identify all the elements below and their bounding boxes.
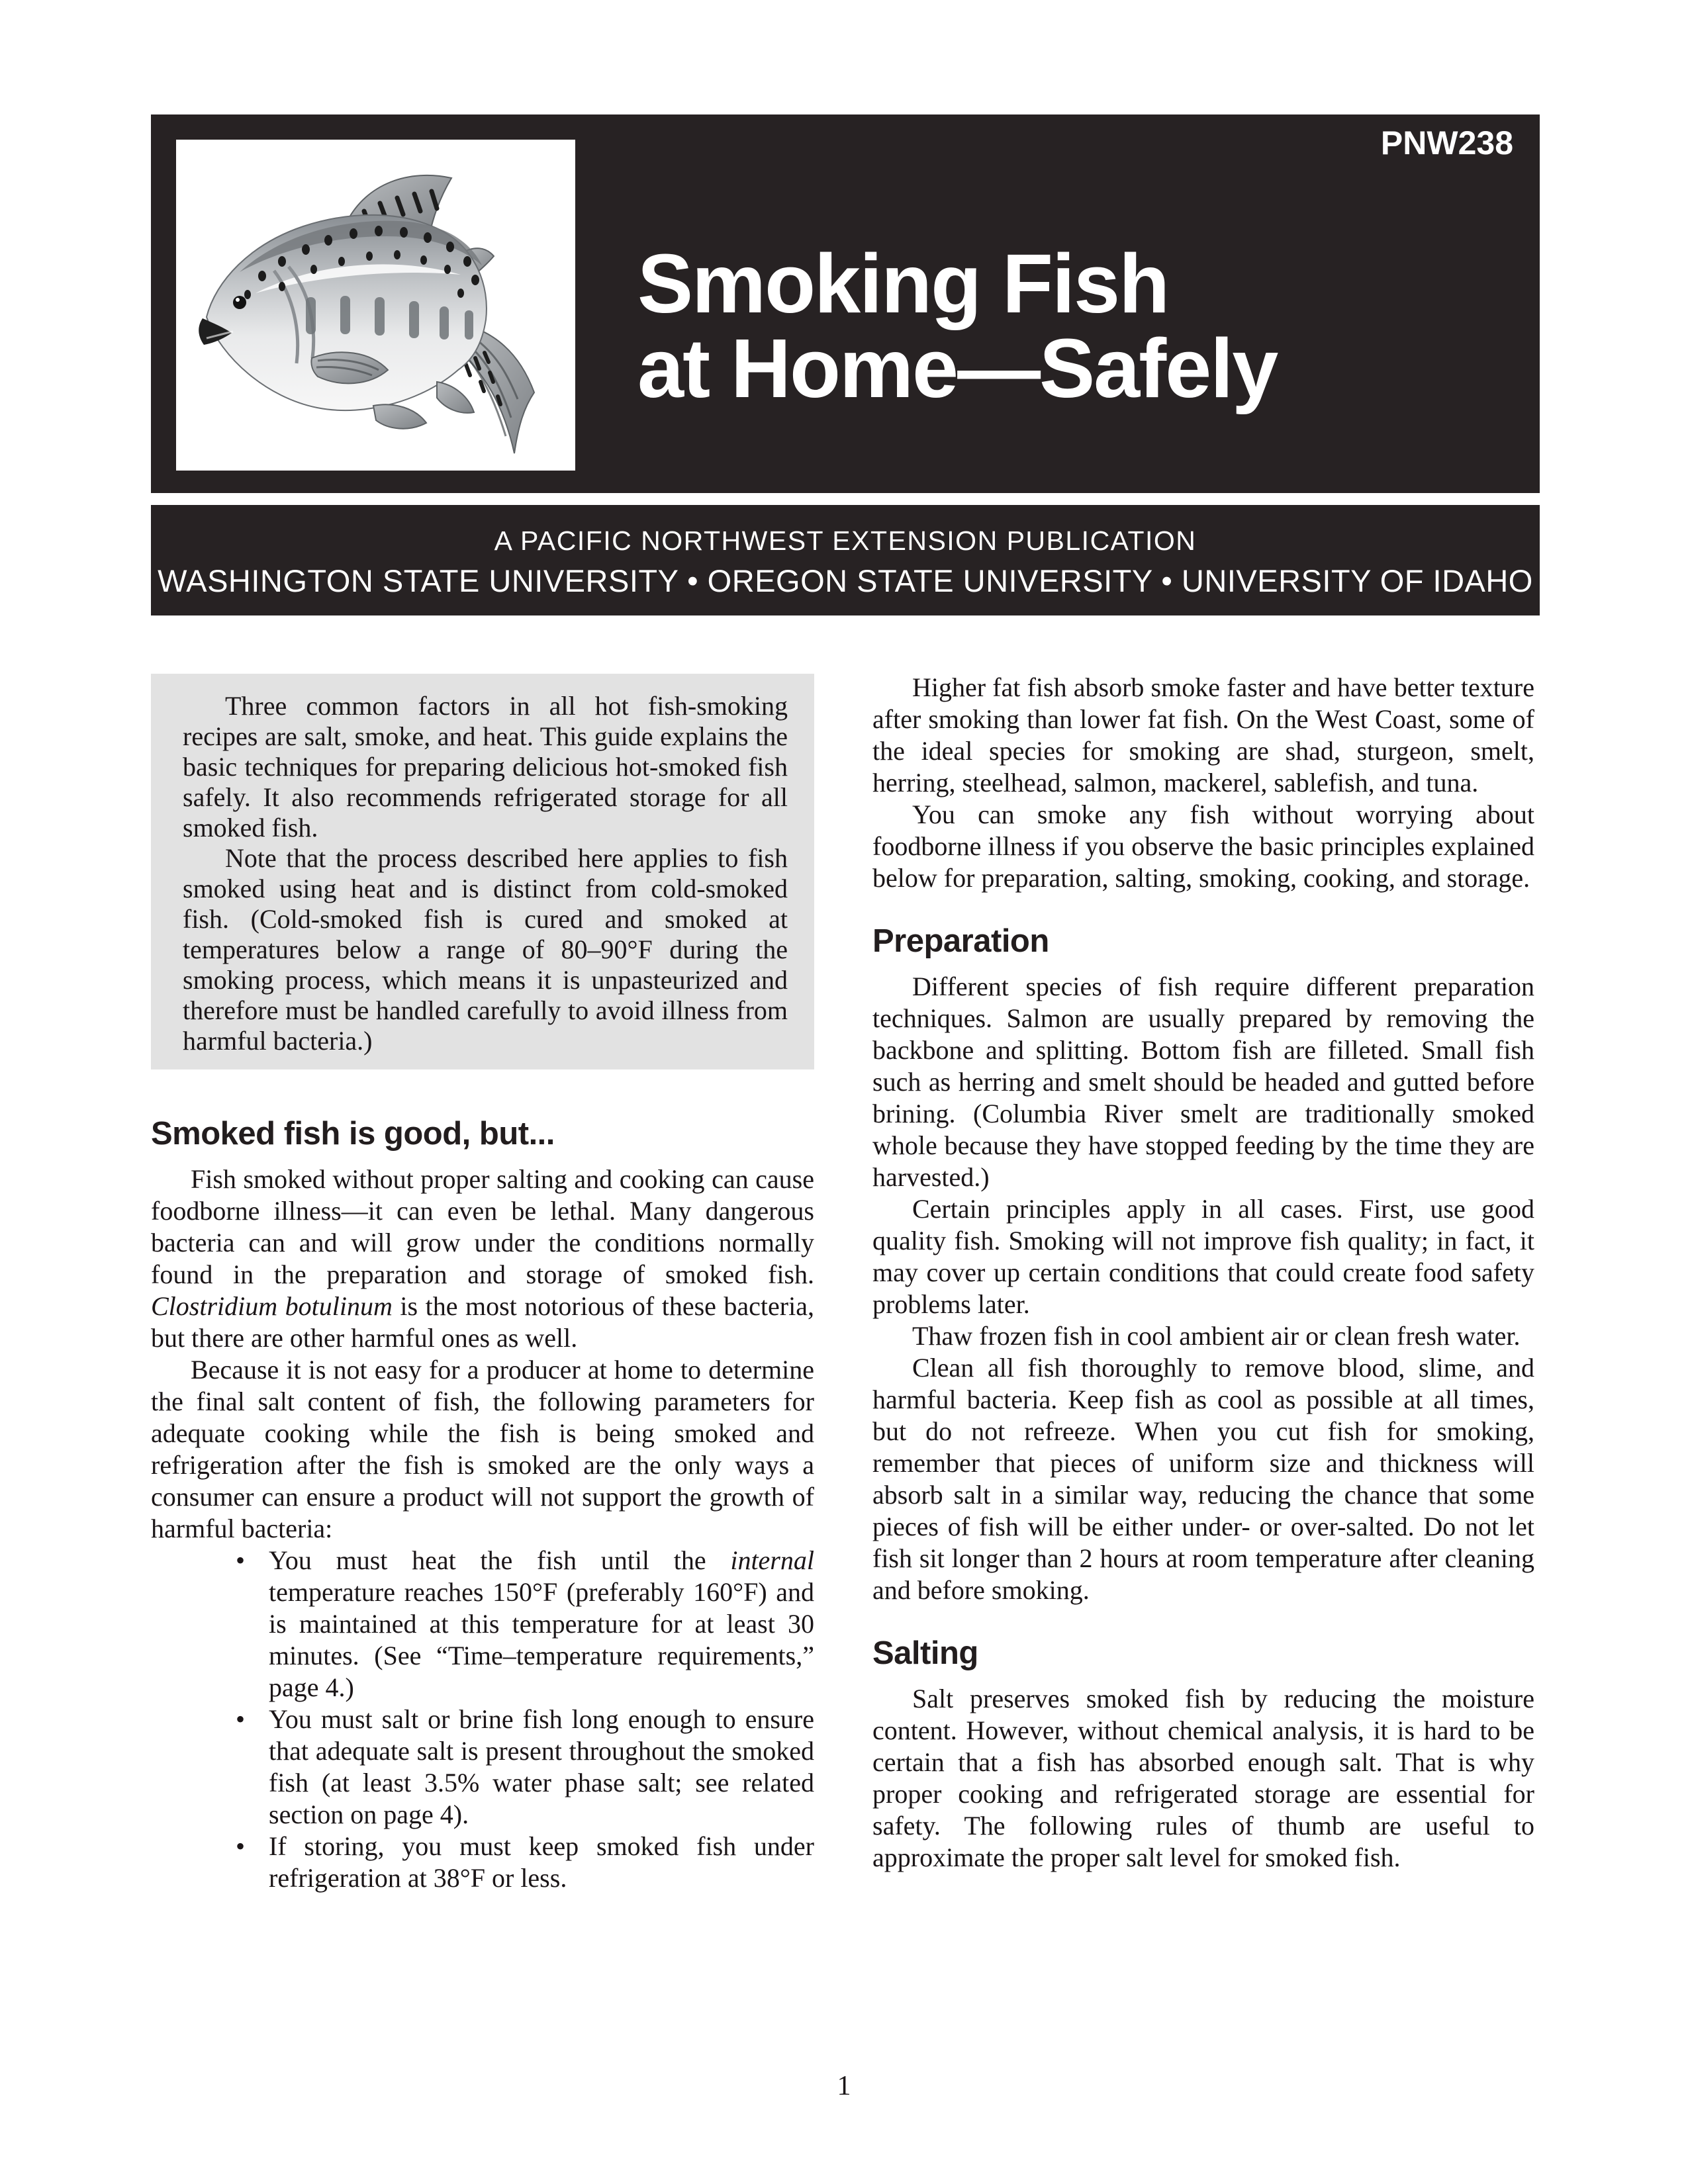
list-item-storage xyxy=(151,1831,814,1894)
paragraph-preparation-3: Thaw frozen fish in cool ambient air or clean fresh water. xyxy=(912,1321,1521,1351)
section-heading-preparation: Preparation xyxy=(872,923,1049,959)
paragraph-preparation-1: Different species of fish require different preparation techniques. Salmon are usually prepared by removing the backbone and splitting. Bottom fish are filleted. Small fish such as herring and smelt should be headed and gutted before brining. (Columbia River smelt are traditionally smoked whole because they have stopped feeding by the time they are harvested.) xyxy=(872,972,1534,1192)
publication-code: PNW238 xyxy=(1380,124,1513,161)
masthead xyxy=(151,114,1540,493)
paragraph-salting-1: Salt preserves smoked fish by reducing the moisture content. However, without chemical analysis, it is hard to be certain that a fish has absorbed enough salt. That is why proper cooking and refrigerated storage are essential for safety. The following rules of thumb are useful to approximate the proper salt level for smoked fish. xyxy=(872,1684,1534,1872)
right-column xyxy=(872,672,1534,1874)
italic-species-name: Clostridium botulinum xyxy=(151,1291,393,1321)
fish-image-frame xyxy=(176,140,575,471)
intro-paragraph-2: Note that the process described here applies to fish smoked using heat and is distinct from cold-smoked fish. (Cold-smoked fish is cured and smoked at temperatures below a range of 80–90°F during the smoking process, which means it is unpasteurized and therefore must be handled carefully to avoid illness from harmful bacteria.) xyxy=(183,843,788,1056)
intro-paragraph-1: Three common factors in all hot fish-smoking recipes are salt, smoke, and heat. This guide explains the basic techniques for preparing delicious hot-smoked fish safely. It also recommends refrigerated storage for all smoked fish. xyxy=(183,691,788,842)
bullet-icon: • xyxy=(236,1545,246,1575)
left-column xyxy=(151,674,814,1894)
text-run: temperature reaches 150°F (preferably 160°F) and is maintained at this temperature for at least 30 minutes. (See “Time–temperature requirements,” page 4.) xyxy=(269,1577,814,1702)
bullet-list xyxy=(151,1545,814,1894)
section-heading-smoked-fish: Smoked fish is good, but... xyxy=(151,1116,555,1152)
intro-box xyxy=(151,674,814,1069)
publication-type-line: A PACIFIC NORTHWEST EXTENSION PUBLICATION xyxy=(494,525,1197,556)
paragraph-any-fish: You can smoke any fish without worrying about foodborne illness if you observe the basic principles explained below for preparation, salting, smoking, cooking, and storage. xyxy=(872,799,1534,893)
list-item-heat xyxy=(151,1545,814,1704)
title-line-1: Smoking Fish xyxy=(637,237,1169,330)
list-item-text: You must salt or brine fish long enough to ensure that adequate salt is present throughout the smoked fish (at least 3.5% water phase salt; see related section on page 4). xyxy=(269,1704,814,1829)
paragraph-smoked-fish-2: Because it is not easy for a producer at home to determine the final salt content of fish, the following parameters for adequate cooking while the fish is being smoked and refrigeration after the fish is smoked are the only ways a consumer can ensure a product will not support the growth of harmful bacteria: xyxy=(151,1355,814,1543)
publisher-bar xyxy=(151,505,1540,615)
list-item-text: If storing, you must keep smoked fish under refrigeration at 38°F or less. xyxy=(269,1831,814,1893)
paragraph-preparation-2: Certain principles apply in all cases. First, use good quality fish. Smoking will not improve fish quality; in fact, it may cover up certain conditions that could create food safety problems later. xyxy=(872,1194,1534,1319)
bullet-icon: • xyxy=(236,1704,246,1734)
list-item-salt xyxy=(151,1704,814,1831)
page-number: 1 xyxy=(837,2071,851,2101)
paragraph-preparation-4: Clean all fish thoroughly to remove blood, slime, and harmful bacteria. Keep fish as cool as possible at all times, but do not refreeze. When you cut fish for smoking, remember that pieces of uniform size and thickness will absorb salt in a similar way, reducing the chance that some pieces of fish will be either under- or over-salted. Do not let fish sit longer than 2 hours at room temperature after cleaning and before smoking. xyxy=(872,1353,1534,1605)
universities-line: WASHINGTON STATE UNIVERSITY • OREGON STATE UNIVERSITY • UNIVERSITY OF IDAHO xyxy=(158,563,1533,598)
paragraph-fat-fish: Higher fat fish absorb smoke faster and have better texture after smoking than lower fat fish. On the West Coast, some of the ideal species for smoking are shad, sturgeon, smelt, herring, steelhead, salmon, mackerel, sablefish, and tuna. xyxy=(872,672,1534,797)
document-title xyxy=(637,237,1278,415)
title-line-2: at Home—Safely xyxy=(637,322,1278,415)
text-run: is the most notorious of these bacteria, but there are other harmful ones as well. xyxy=(151,1291,814,1353)
bullet-icon: • xyxy=(236,1831,246,1861)
italic-word: internal xyxy=(730,1545,814,1575)
section-heading-salting: Salting xyxy=(872,1635,978,1671)
paragraph-smoked-fish-1 xyxy=(151,1163,814,1354)
text-run: Fish smoked without proper salting and cooking can cause foodborne illness—it can even be lethal. Many dangerous bacteria can and will grow under the conditions normally found in the preparation and storage of smoked fish. xyxy=(151,1164,814,1289)
fish-illustration xyxy=(176,140,575,471)
text-run: You must heat the fish until the xyxy=(269,1545,731,1575)
list-item-text xyxy=(269,1545,814,1704)
